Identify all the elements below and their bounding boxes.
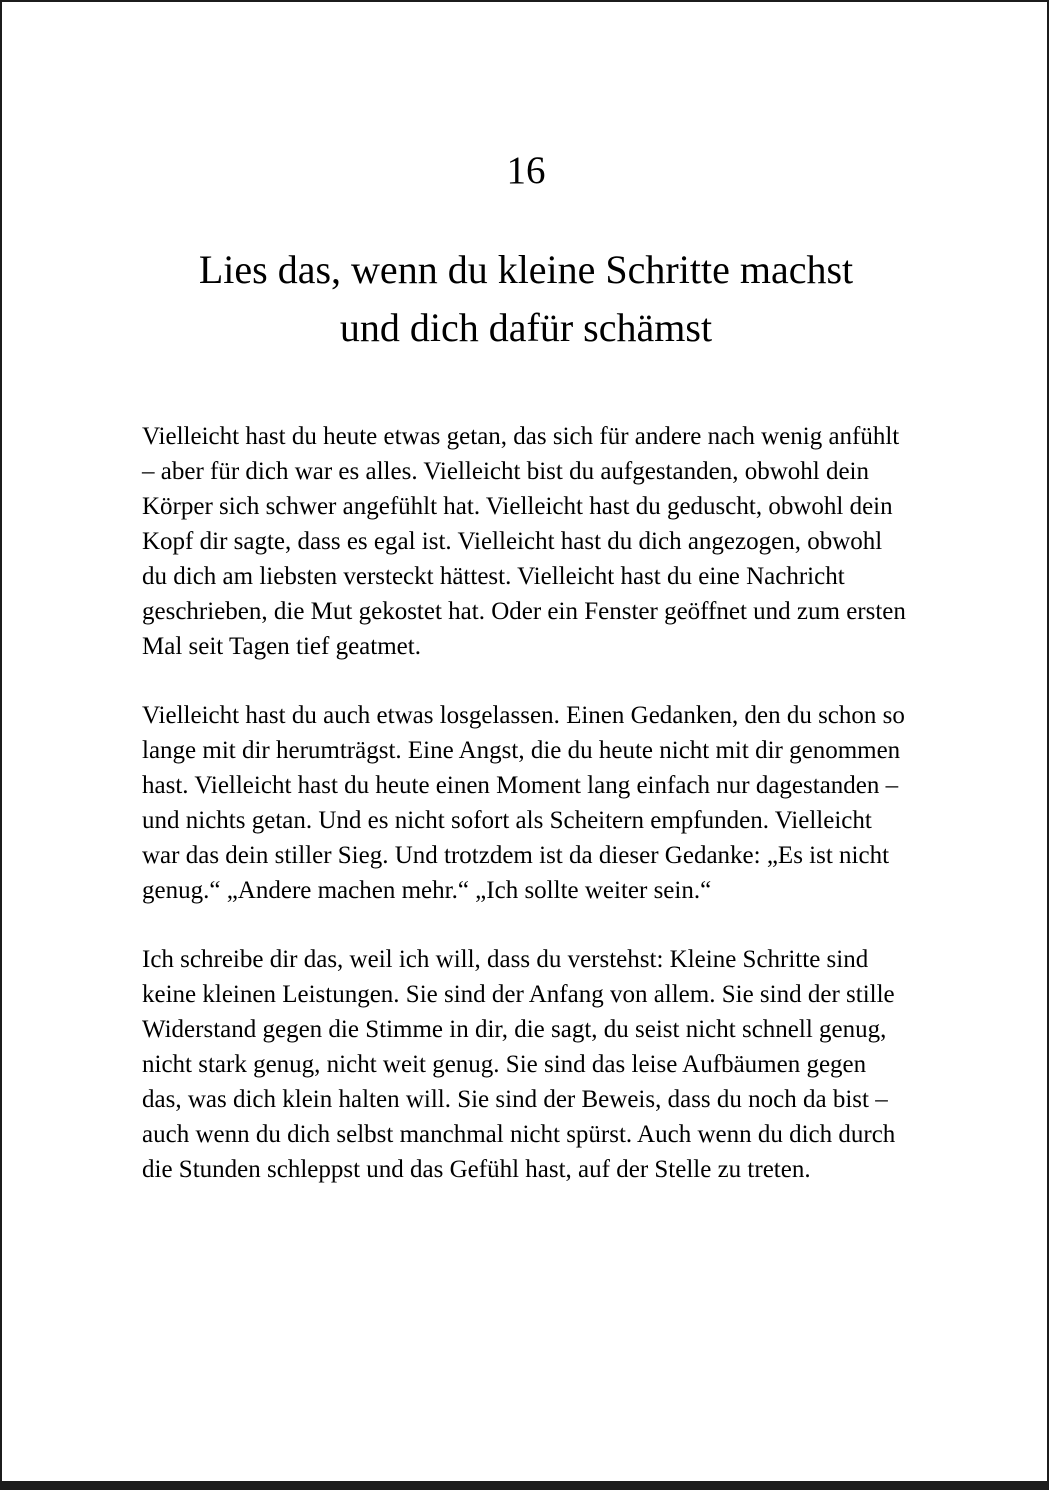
body-text <box>142 419 910 1187</box>
paragraph: Vielleicht hast du auch etwas losgelassen. Einen Gedanken, den du schon so lange mit dir herumträgst. Eine Angst, die du heute nicht mit dir genommen hast. Vielleicht hast du heute einen Moment lang einfach nur dagestanden – und nichts getan. Und es nicht sofort als Scheitern empfunden. Vielleicht war das dein stiller Sieg. Und trotzdem ist da dieser Gedanke: „Es ist nicht genug.“ „Andere machen mehr.“ „Ich sollte weiter sein.“ <box>142 701 905 904</box>
page-bottom-edge <box>2 1481 1047 1490</box>
chapter-title-line-2: und dich dafür schämst <box>339 304 713 350</box>
chapter-title-line-1: Lies das, wenn du kleine Schritte machst <box>198 246 854 292</box>
chapter-title <box>142 241 910 357</box>
paragraph: Vielleicht hast du heute etwas getan, das sich für andere nach wenig anfühlt – aber für dich war es alles. Vielleicht bist du aufgestanden, obwohl dein Körper sich schwer angefühlt hat. Vielleicht hast du geduscht, obwohl dein Kopf dir sagte, dass es egal ist. Vielleicht hast du dich angezogen, obwohl du dich am liebsten versteckt hättest. Vielleicht hast du eine Nachricht geschrieben, die Mut gekostet hat. Oder ein Fenster geöffnet und zum ersten Mal seit Tagen tief geatmet. <box>142 422 906 660</box>
chapter-number: 16 <box>506 149 546 192</box>
page-content <box>2 148 1047 1187</box>
paragraph: Ich schreibe dir das, weil ich will, dass du verstehst: Kleine Schritte sind keine kleinen Leistungen. Sie sind der Anfang von allem. Sie sind der stille Widerstand gegen die Stimme in dir, die sagt, du seist nicht schnell genug, nicht stark genug, nicht weit genug. Sie sind das leise Aufbäumen gegen das, was dich klein halten will. Sie sind der Beweis, dass du noch da bist – auch wenn du dich selbst manchmal nicht spürst. Auch wenn du dich durch die Stunden schleppst und das Gefühl hast, auf der Stelle zu treten. <box>142 945 896 1183</box>
